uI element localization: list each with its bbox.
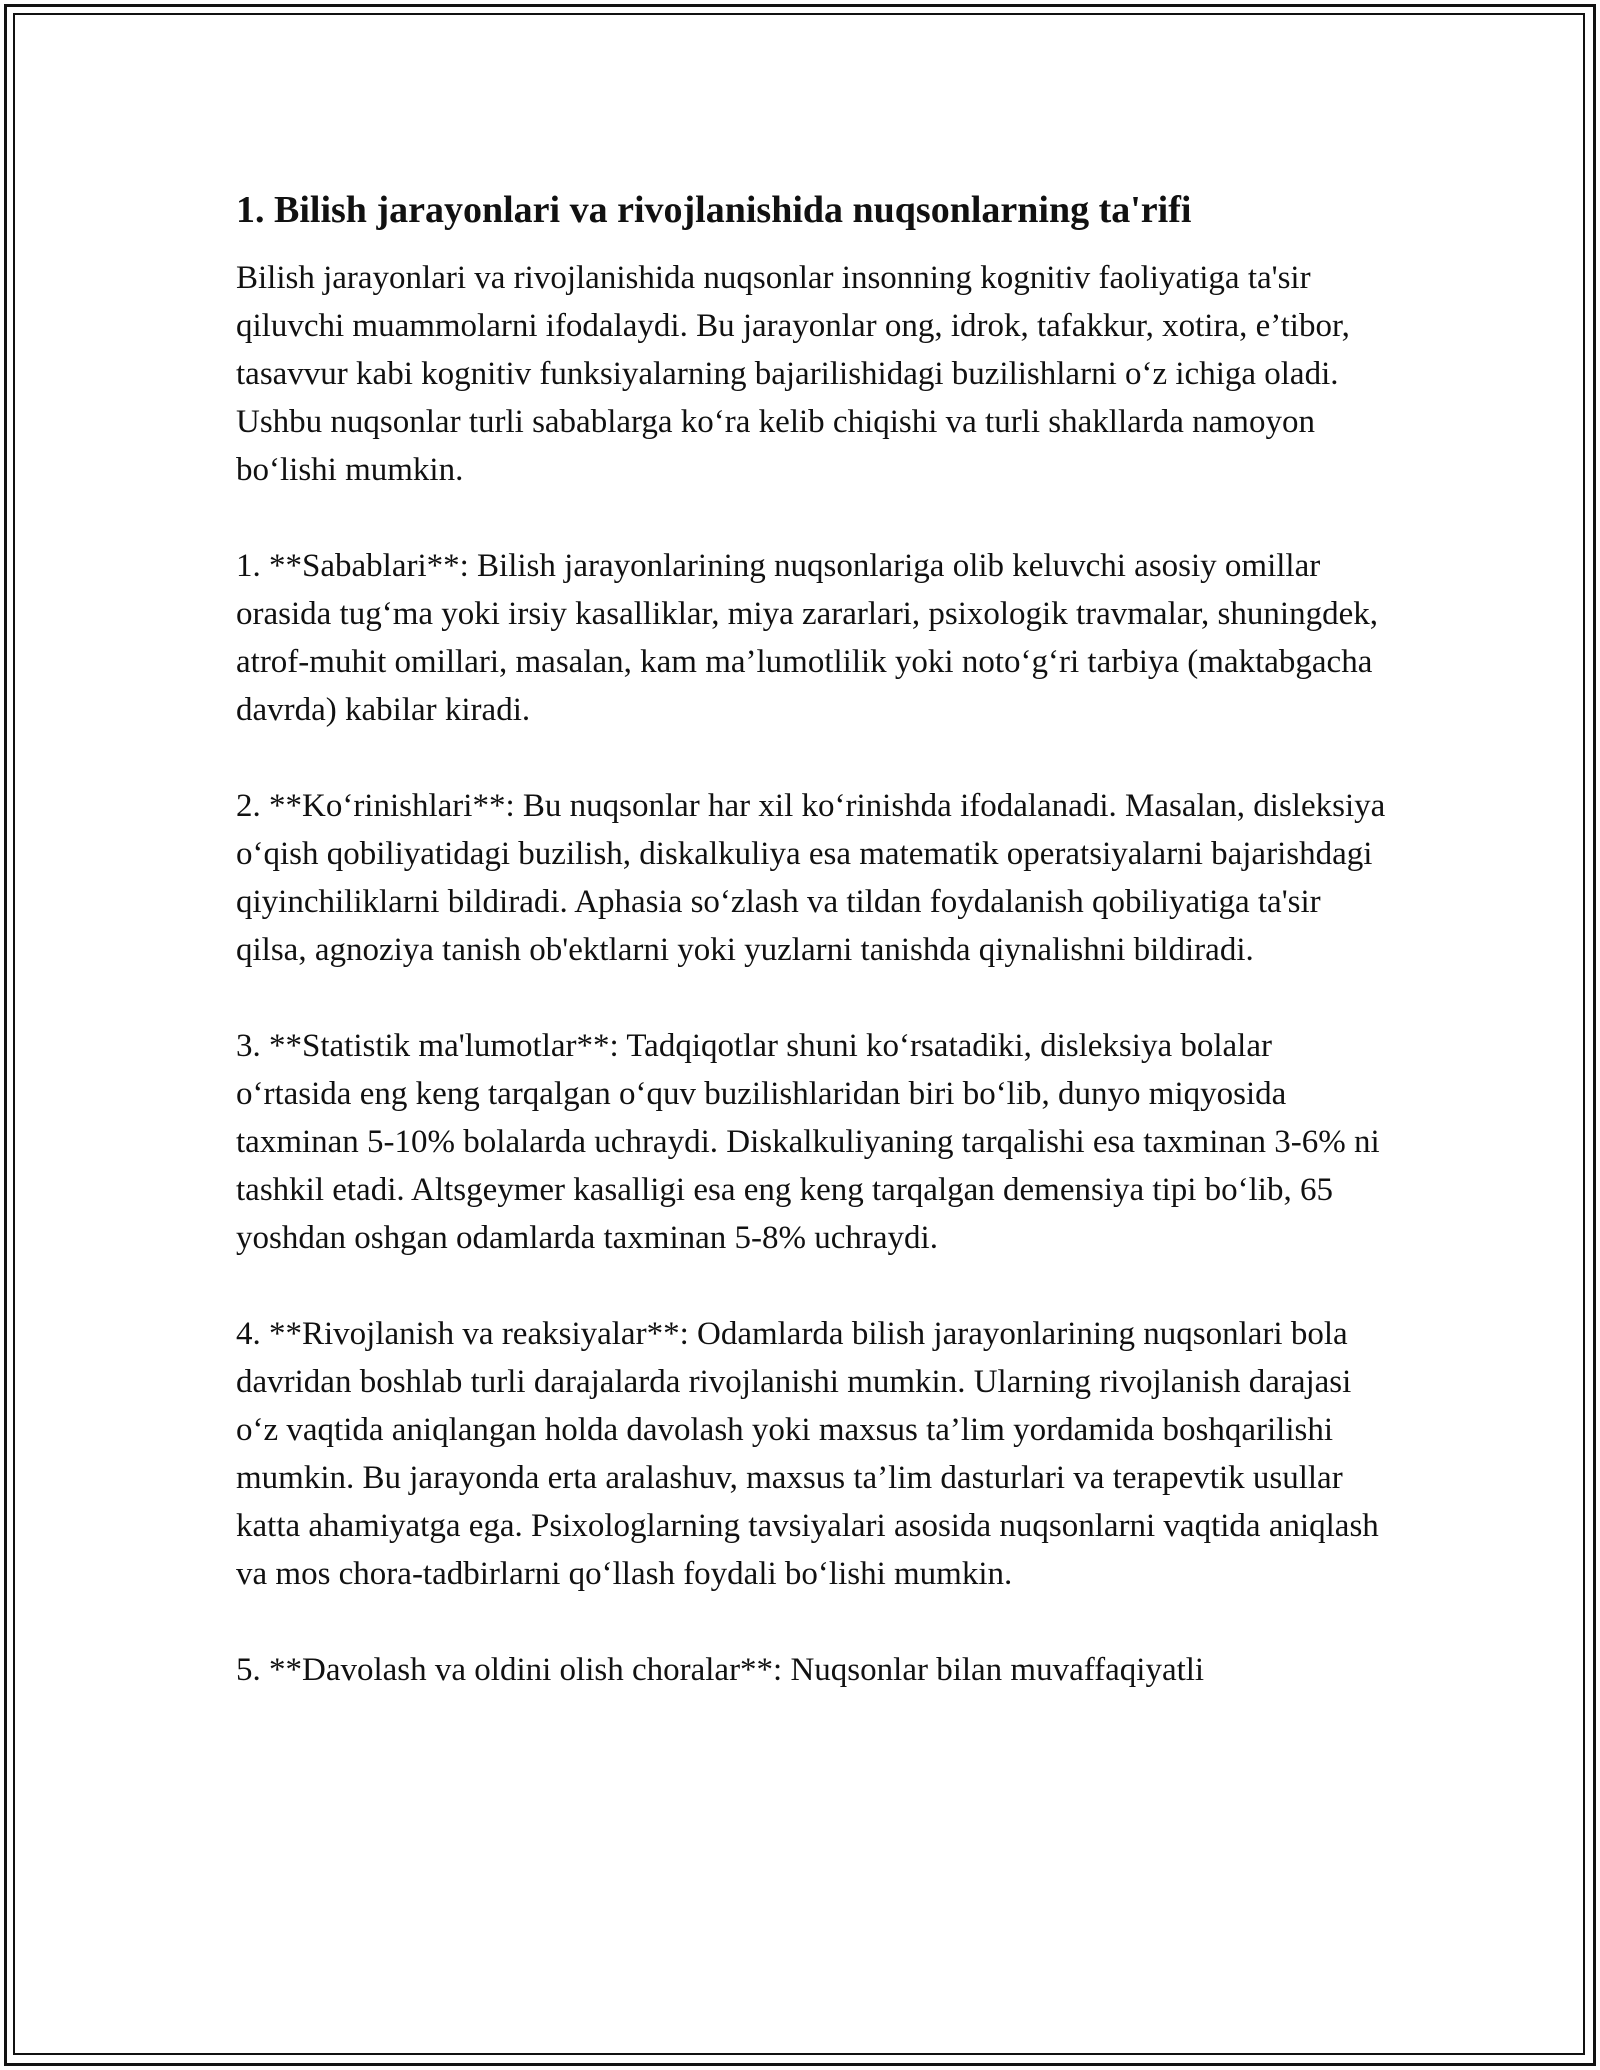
intro-paragraph: Bilish jarayonlari va rivojlanishida nuqsonlar insonning kognitiv faoliyatiga ta'sir qiluvchi muammolarni ifodalaydi. Bu jarayonlar ong, idrok, tafakkur, xotira, e’tibor, tasavvur kabi kognitiv funksiyalarning bajarilishidagi buzilishlarni o‘z ichiga oladi. Ushbu nuqsonlar turli sabablarga ko‘ra kelib chiqishi va turli shakllarda namoyon bo‘lishi mumkin. xyxy=(236,260,1350,488)
paragraph-treatment: 5. **Davolash va oldini olish choralar**: Nuqsonlar bilan muvaffaqiyatli xyxy=(236,1652,1205,1688)
paragraph-manifestations: 2. **Ko‘rinishlari**: Bu nuqsonlar har xil ko‘rinishda ifodalanadi. Masalan, disleksiya o‘qish qobiliyatidagi buzilish, diskalkuliya esa matematik operatsiyalarni bajarishdagi qiyinchiliklarni bildiradi. Aphasia so‘zlash va tildan foydalanish qobiliyatiga ta'sir qilsa, agnoziya tanish ob'ektlarni yoki yuzlarni tanishda qiynalishni bildiradi. xyxy=(236,788,1386,968)
paragraph-causes: 1. **Sabablari**: Bilish jarayonlarining nuqsonlariga olib keluvchi asosiy omillar orasida tug‘ma yoki irsiy kasalliklar, miya zararlari, psixologik travmalar, shuningdek, atrof-muhit omillari, masalan, kam ma’lumotlilik yoki noto‘g‘ri tarbiya (maktabgacha davrda) kabilar kiradi. xyxy=(236,548,1378,728)
section-title: 1. Bilish jarayonlari va rivojlanishida nuqsonlarning ta'rifi xyxy=(236,189,1192,231)
paragraph-statistics: 3. **Statistik ma'lumotlar**: Tadqiqotlar shuni ko‘rsatadiki, disleksiya bolalar o‘rtasida eng keng tarqalgan o‘quv buzilishlaridan biri bo‘lib, dunyo miqyosida taxminan 5-10% bolalarda uchraydi. Diskalkuliyaning tarqalishi esa taxminan 3-6% ni tashkil etadi. Altsgeymer kasalligi esa eng keng tarqalgan demensiya tipi bo‘lib, 65 yoshdan oshgan odamlarda taxminan 5-8% uchraydi. xyxy=(236,1028,1380,1256)
document-body xyxy=(236,186,1386,1694)
paragraph-development: 4. **Rivojlanish va reaksiyalar**: Odamlarda bilish jarayonlarining nuqsonlari bola davridan boshlab turli darajalarda rivojlanishi mumkin. Ularning rivojlanish darajasi o‘z vaqtida aniqlangan holda davolash yoki maxsus ta’lim yordamida boshqarilishi mumkin. Bu jarayonda erta aralashuv, maxsus ta’lim dasturlari va terapevtik usullar katta ahamiyatga ega. Psixologlarning tavsiyalari asosida nuqsonlarni vaqtida aniqlash va mos chora-tadbirlarni qo‘llash foydali bo‘lishi mumkin. xyxy=(236,1316,1379,1592)
